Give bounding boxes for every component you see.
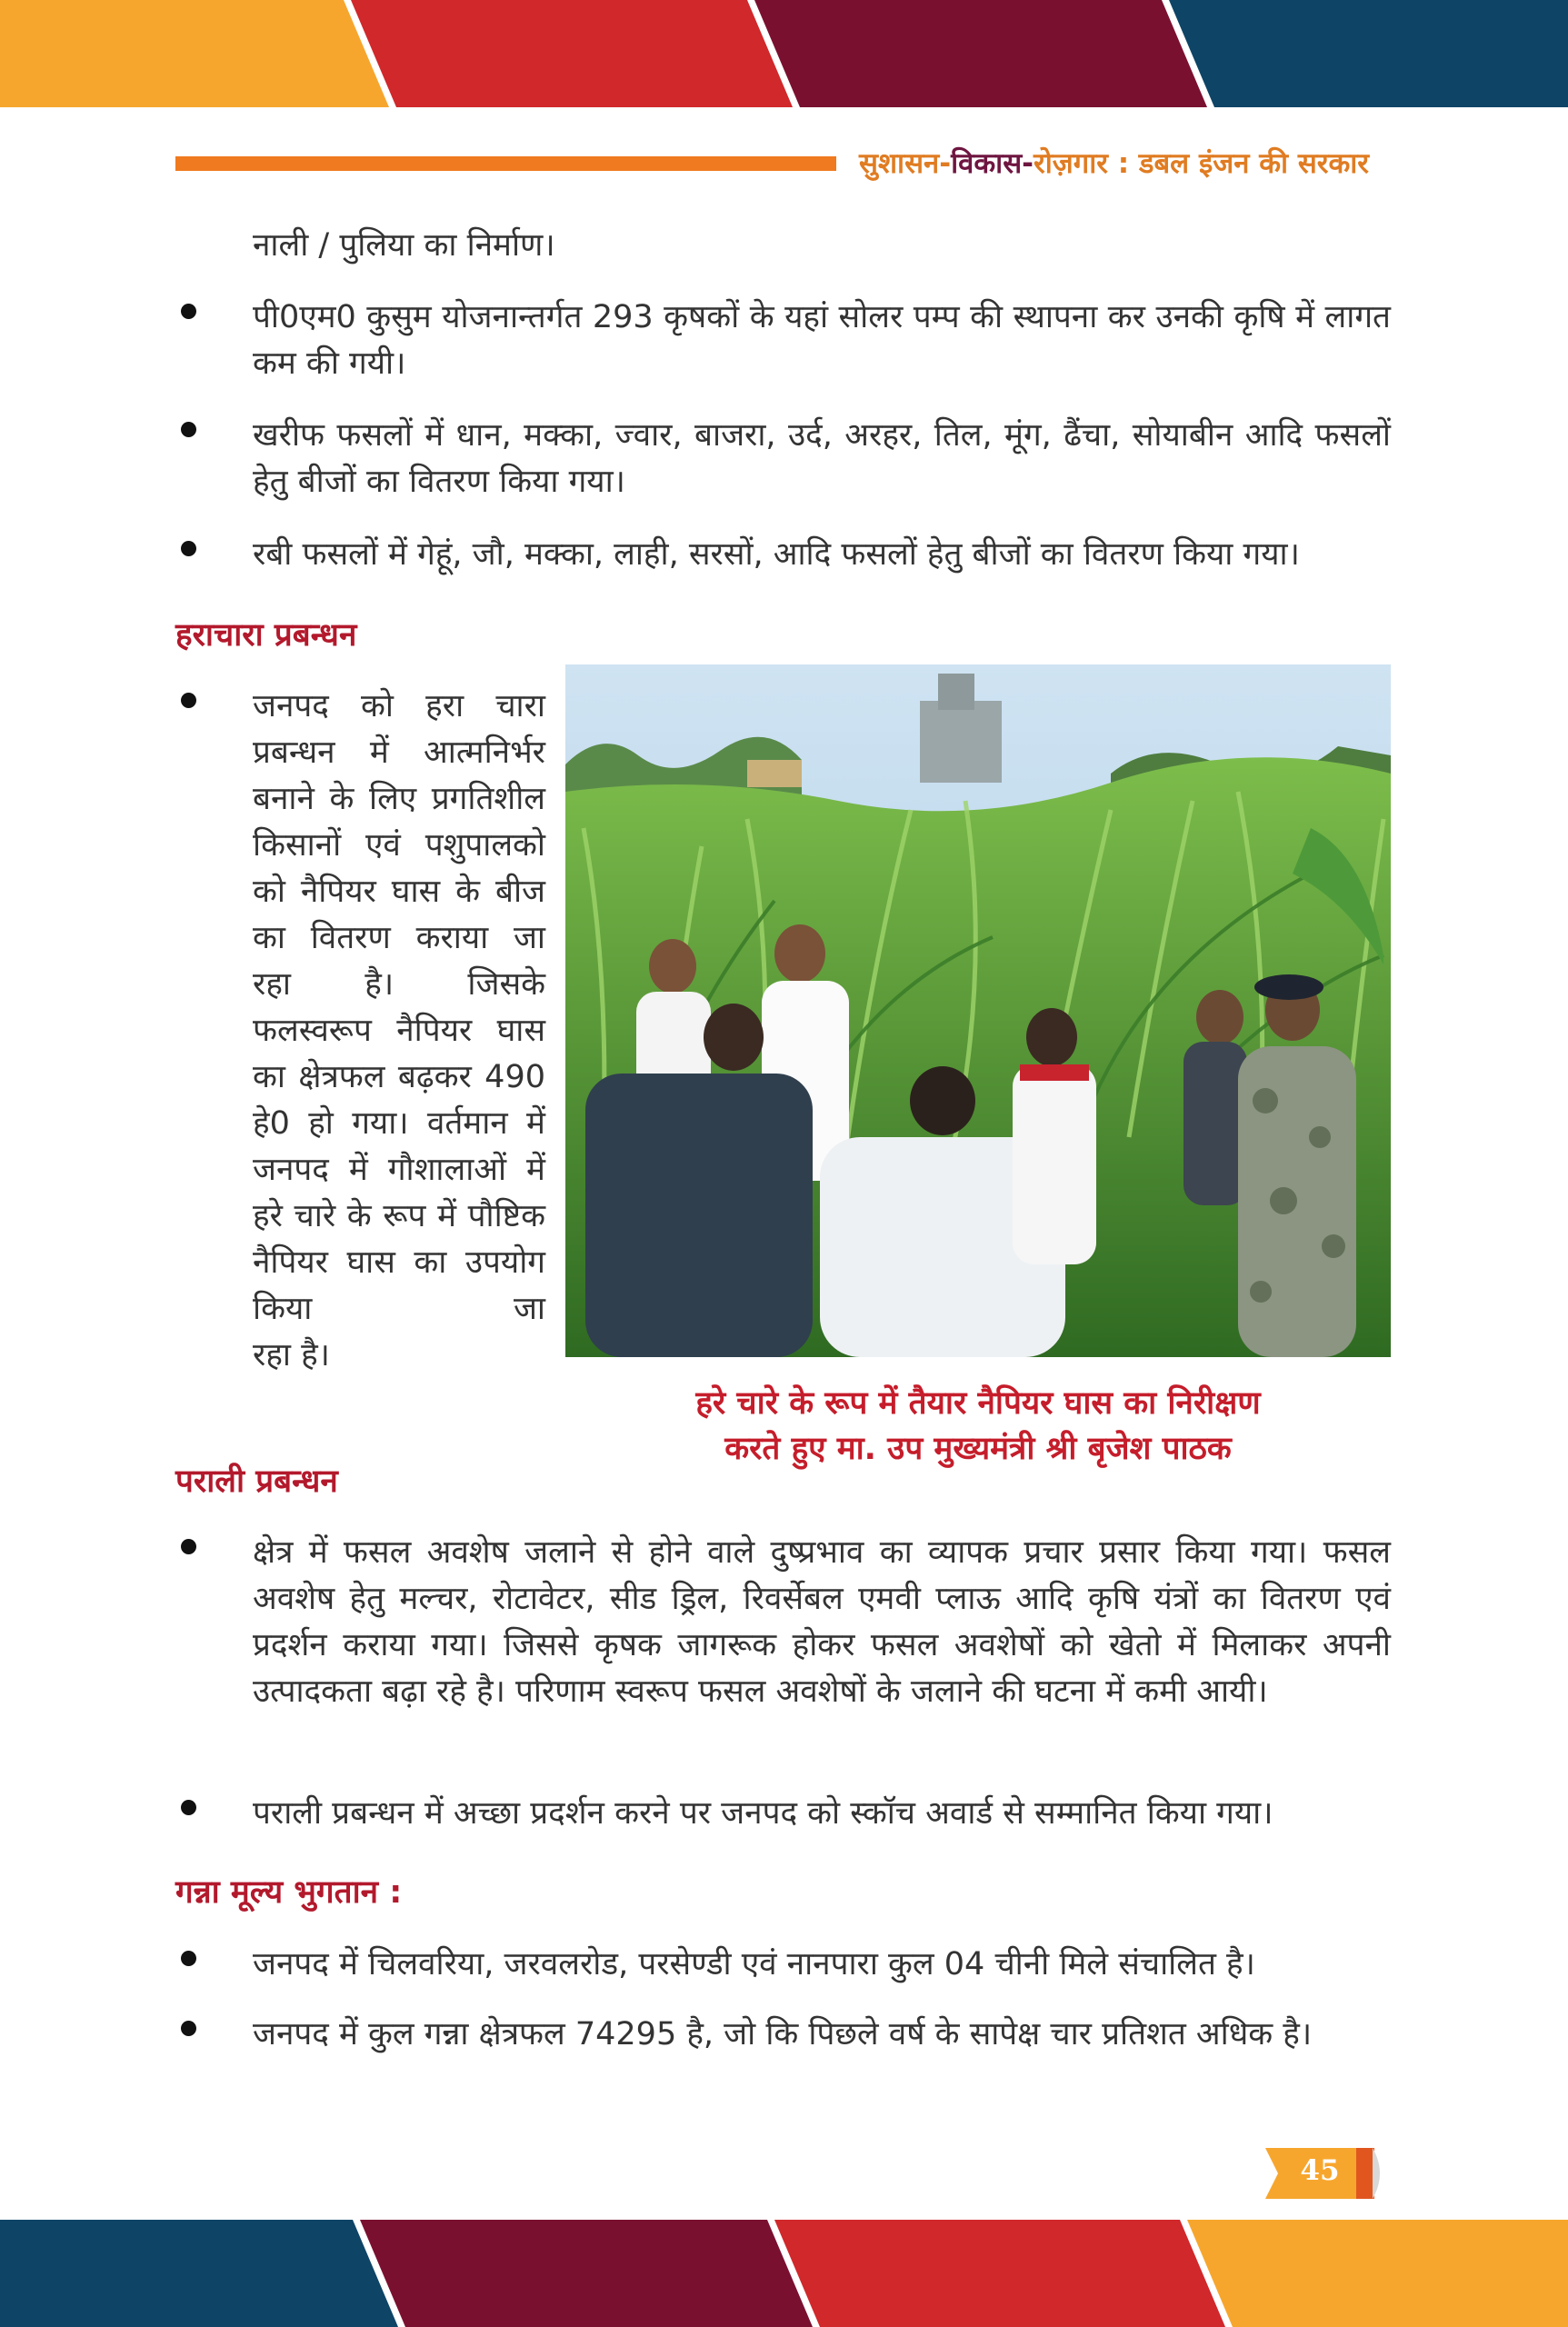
list-item: जनपद में चिलवरिया, जरवलरोड, परसेण्डी एवं नानपारा कुल 04 चीनी मिले संचालित है। [253,1946,1255,1982]
page-number-tab [1265,2148,1389,2199]
napier-grass-inspection-photo [565,664,1391,1357]
header-title-part3: रोज़गार : डबल इंजन की सरकार [1034,147,1369,180]
bullet-dot [181,1539,196,1554]
header-title [859,144,1391,182]
section-heading-green-fodder: हराचारा प्रबन्धन [175,617,357,654]
header-rule [175,156,836,171]
bullet-dot [181,1951,196,1966]
section-heading-sugarcane: गन्ना मूल्य भुगतान : [175,1874,403,1911]
list-item: पराली प्रबन्धन में अच्छा प्रदर्शन करने पर जनपद को स्कॉच अवार्ड से सम्मानित किया गया। [253,1795,1273,1832]
bottom-decorative-band [0,2220,1568,2327]
header-title-part2: विकास- [951,147,1034,180]
photo-caption [565,1381,1391,1472]
bullet-dot [181,693,196,708]
photo-caption-line1: हरे चारे के रूप में तैयार नैपियर घास का निरीक्षण [695,1385,1261,1422]
bullet-dot [181,304,196,319]
bullet-dot [181,1800,196,1815]
section-heading-stubble: पराली प्रबन्धन [175,1463,338,1500]
list-item: क्षेत्र में फसल अवशेष जलाने से होने वाले दुष्प्रभाव का व्यापक प्रचार प्रसार किया गया। फसल अवशेष हेतु मल्चर, रोटावेटर, सीड ड्रिल, रिवर्सेबल एमवी प्लाऊ आदि कृषि यंत्रों का वितरण एवं प्रदर्शन कराया गया। जिससे कृषक जागरूक होकर फसल अवशेषों को खेतो में मिलाकर अपनी उत्पादकता बढ़ा रहे है। परिणाम स्वरूप फसल अवशेषों के जलाने की घटना में कमी आयी। [253,1534,1391,1710]
list-item: जनपद में कुल गन्ना क्षेत्रफल 74295 है, जो कि पिछले वर्ष के सापेक्ष चार प्रतिशत अधिक है। [253,2016,1313,2052]
header-title-part1: सुशासन- [859,147,952,180]
photo-caption-line2: करते हुए मा. उप मुख्यमंत्री श्री बृजेश पाठक [724,1431,1232,1467]
continuation-text: नाली / पुलिया का निर्माण। [253,227,555,264]
bullet-dot [181,422,196,437]
green-fodder-paragraph-end: रहा है। [253,1337,330,1373]
green-fodder-text [253,684,545,1379]
list-item: रबी फसलों में गेहूं, जौ, मक्का, लाही, सरसों, आदि फसलों हेतु बीजों का वितरण किया गया। [253,536,1300,573]
list-item: खरीफ फसलों में धान, मक्का, ज्वार, बाजरा, उर्द, अरहर, तिल, मूंग, ढैंचा, सोयाबीन आदि फसलों हेतु बीजों का वितरण किया गया। [253,417,1391,500]
page-number: 45 [1300,2154,1340,2187]
list-item: पी0एम0 कुसुम योजनान्तर्गत 293 कृषकों के यहां सोलर पम्प की स्थापना कर उनकी कृषि में लागत कम की गयी। [253,299,1391,382]
top-decorative-band [0,0,1568,107]
bullet-dot [181,541,196,556]
green-fodder-paragraph: जनपद को हरा चारा प्रबन्धन में आत्मनिर्भर बनाने के लिए प्रगतिशील किसानों एवं पशुपालको को नैपियर घास के बीज का वितरण कराया जा रहा है। जिसके फलस्वरूप नैपियर घास का क्षेत्रफल बढ़कर 490 हे0 हो गया। वर्तमान में जनपद में गौशालाओं में हरे चारे के रूप में पौष्टिक नैपियर घास का उपयोग किया जा [253,688,545,1327]
bullet-dot [181,2021,196,2036]
